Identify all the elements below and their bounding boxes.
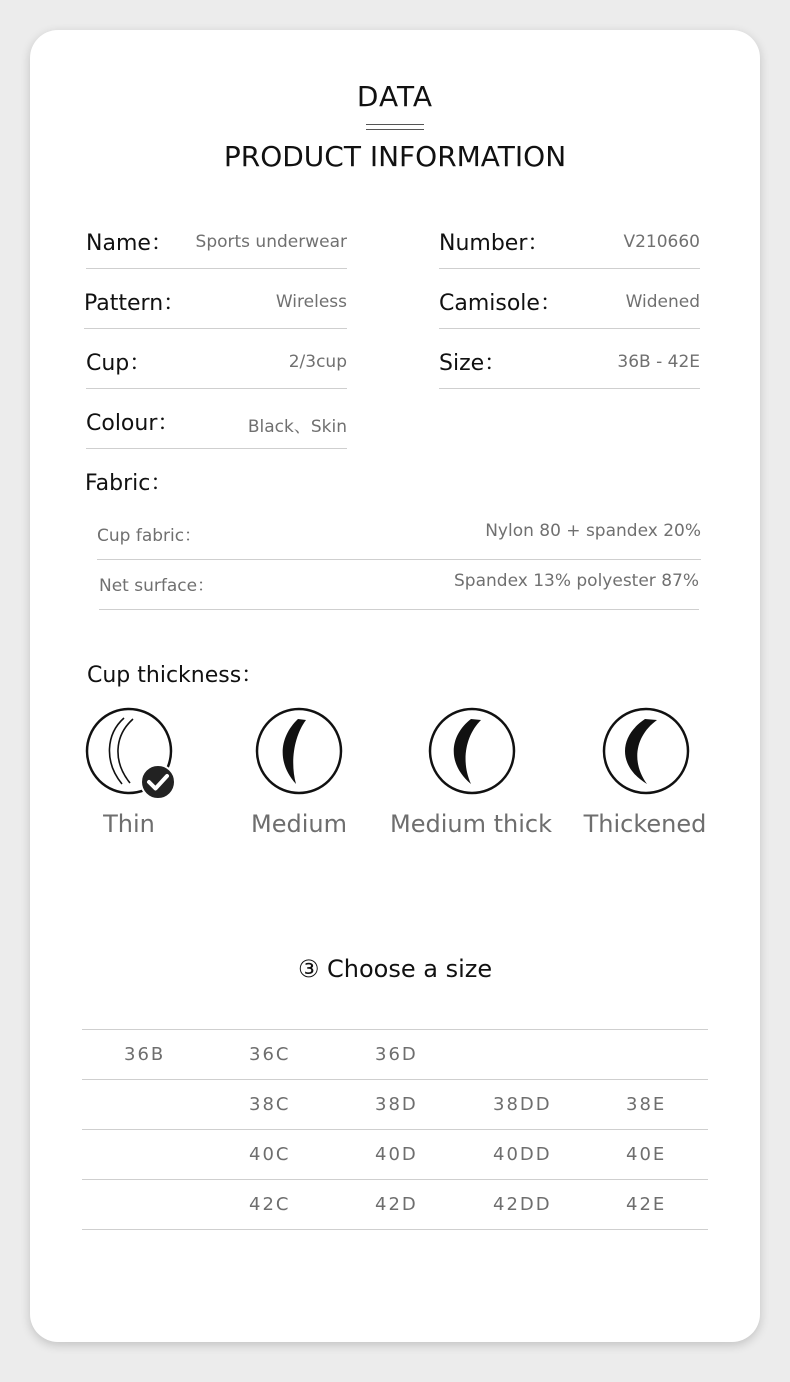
fabric-rule [97,559,701,560]
choose-size-title: ③ Choose a size [297,955,493,983]
thickness-label: Medium [251,810,347,838]
table-row [82,1130,708,1180]
field-label: Size： [439,351,507,376]
field-colour [86,406,347,446]
table-row [82,1080,708,1130]
table-row [82,1180,708,1230]
size-cell[interactable]: 36C [207,1030,332,1080]
size-cell[interactable]: 36B [82,1030,207,1080]
fabric-key: Cup fabric： [97,526,202,546]
cup-medium-icon [254,706,344,796]
fabric-rule [99,609,699,610]
fabric-key: Net surface： [99,576,215,596]
field-value: Widened [625,292,700,312]
field-label: Number： [439,231,550,256]
field-pattern [84,286,347,326]
fabric-row [97,521,701,561]
thickness-option-medium[interactable] [254,706,344,800]
thickness-option-thickened[interactable] [601,706,691,800]
fabric-value: Spandex 13% polyester 87% [454,571,699,591]
size-cell[interactable]: 38E [584,1080,708,1130]
thickness-label: Thin [103,810,155,838]
field-rule [439,388,700,389]
field-value: V210660 [623,232,700,252]
field-name [86,226,347,266]
title-divider [366,124,424,130]
field-rule [86,268,347,269]
size-cell[interactable]: 42C [207,1180,332,1230]
field-size [439,346,700,386]
page-title: PRODUCT INFORMATION [223,140,567,173]
field-label: Cup： [86,351,152,376]
field-value: Sports underwear [195,232,347,252]
field-camisole [439,286,700,326]
size-cell [82,1180,207,1230]
field-label: Colour： [86,411,180,436]
size-cell[interactable]: 40D [332,1130,452,1180]
field-rule [84,328,347,329]
size-cell [82,1130,207,1180]
fabric-title: Fabric： [85,471,173,496]
size-cell[interactable]: 40DD [452,1130,584,1180]
size-cell[interactable]: 38C [207,1080,332,1130]
size-cell[interactable]: 42D [332,1180,452,1230]
thickness-title: Cup thickness： [87,663,264,688]
field-number [439,226,700,266]
thickness-label: Medium thick [390,810,552,838]
table-row [82,1030,708,1080]
field-rule [439,268,700,269]
size-cell [584,1030,708,1080]
field-value: 2/3cup [288,352,347,372]
size-cell[interactable]: 40E [584,1130,708,1180]
size-cell[interactable]: 38DD [452,1080,584,1130]
size-cell[interactable]: 40C [207,1130,332,1180]
cup-thickened-icon [601,706,691,796]
size-table [82,1029,708,1230]
field-value: Wireless [275,292,347,312]
field-label: Name： [86,231,173,256]
field-label: Camisole： [439,291,562,316]
field-cup [86,346,347,386]
field-rule [439,328,700,329]
section-title: DATA [356,80,434,113]
fabric-row [99,571,699,611]
size-cell[interactable]: 38D [332,1080,452,1130]
field-rule [86,448,347,449]
size-cell[interactable]: 42E [584,1180,708,1230]
fabric-value: Nylon 80 + spandex 20% [485,521,701,541]
thickness-option-thin[interactable] [84,706,174,800]
size-cell [82,1080,207,1130]
thickness-option-medium-thick[interactable] [427,706,517,800]
field-value: Black、Skin [247,417,347,437]
size-cell[interactable]: 36D [332,1030,452,1080]
field-value: 36B - 42E [617,352,700,372]
check-icon [140,764,176,800]
cup-medium-thick-icon [427,706,517,796]
thickness-label: Thickened [583,810,707,838]
size-cell[interactable]: 42DD [452,1180,584,1230]
size-cell [452,1030,584,1080]
field-rule [86,388,347,389]
field-label: Pattern： [84,291,186,316]
